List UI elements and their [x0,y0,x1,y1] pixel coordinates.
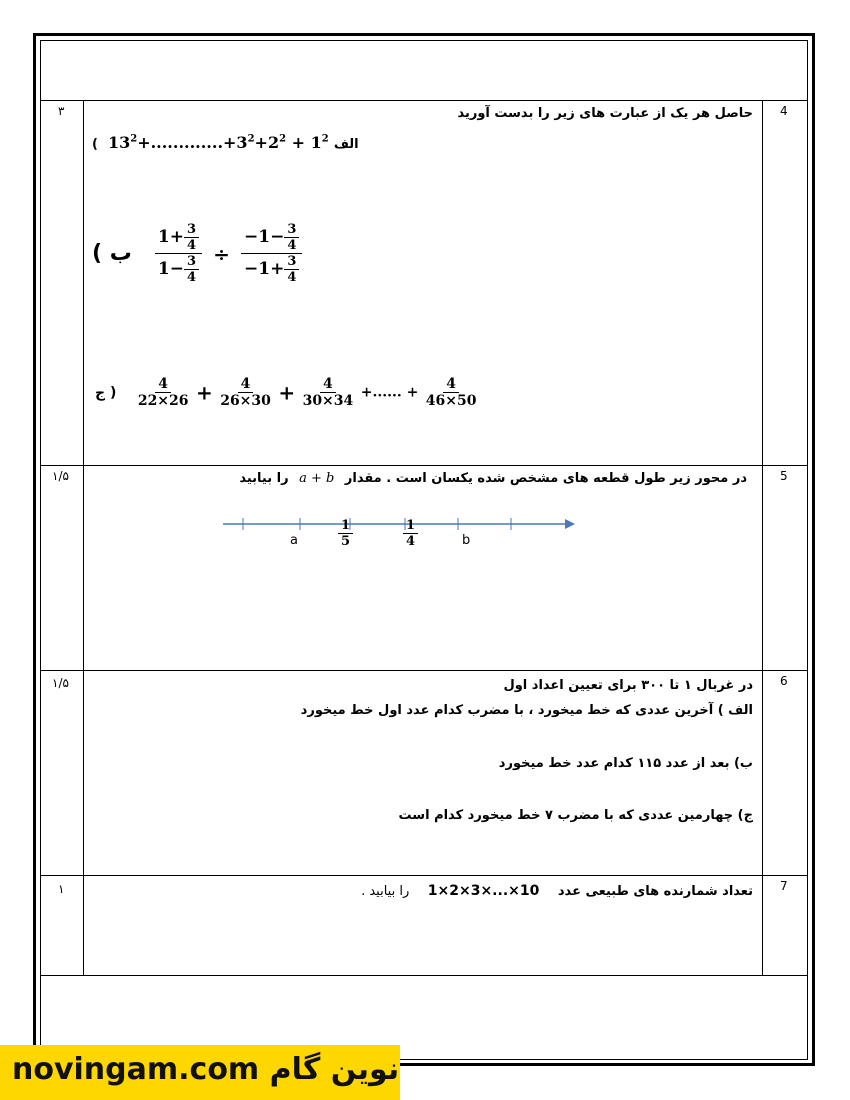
fraction: $\frac{4}{22\times 26}$ [137,376,189,409]
question-prompt: در غربال ۱ تا ۳۰۰ برای تعیین اعداد اول [503,678,753,693]
part-b-label: ( ب [92,241,132,266]
part-c [95,376,479,409]
arrow-head-icon [565,519,575,529]
point-b-label: b [462,533,471,548]
question-score: ۱ [58,882,65,896]
question-number: 7 [780,879,788,893]
question-prompt: حاصل هر یک از عبارت های زیر را بدست آورید [457,106,753,121]
part-b-text: ب) بعد از عدد ۱۱۵ کدام عدد خط میخورد [498,756,753,771]
prompt-text: در محور زیر طول قطعه های مشخص شده یکسان است . مقدار [344,471,747,486]
plus-sign: + [278,380,296,405]
part-a-text: الف ) آخرین عددی که خط میخورد ، با مضرب کدام عدد اول خط میخورد [300,703,753,718]
question-number: 5 [780,469,788,483]
question-score: ۳ [58,104,65,118]
factorial-expression: 1×2×3×...×10 [427,883,540,899]
row-divider [40,100,808,101]
fraction: $\frac{4}{46\times 50}$ [425,376,477,409]
inner-border [40,40,808,1060]
prompt-suffix: را بیابید [239,471,289,486]
question-number: 4 [780,104,788,118]
prompt-suffix: را بیابید . [361,884,410,899]
question-prompt [361,883,753,899]
sum-of-squares-expression: $1^2 + 2^2+3^2+.............+13^2$ [107,133,329,152]
row-divider [40,465,808,466]
part-c-label: ج ) [95,384,117,401]
site-logo[interactable]: novingam.com نوین گام [12,1052,400,1087]
point-a-label: a [290,533,298,548]
one-fifth-label: $\frac{1}{5}$ [338,518,353,549]
row-divider [40,670,808,671]
number-line [215,510,585,530]
row-divider [40,975,808,976]
question-prompt [239,471,747,486]
a-plus-b-expression: a + b [299,471,335,486]
part-c-text: ج) چهارمین عددی که با مضرب ۷ خط میخورد کدام است [398,808,753,823]
row-divider [40,875,808,876]
ellipsis-plus: +...... + [360,384,419,401]
part-a-label: (الف [92,137,359,152]
one-quarter-label: $\frac{1}{4}$ [403,518,418,549]
question-number: 6 [780,674,788,688]
prompt-text: تعداد شمارنده های طبیعی عدد [557,884,753,899]
complex-fraction-1: 1+ $\frac{3}{4}$ 1− $\frac{3}{4}$ [155,222,202,285]
complex-fraction-2: −1− $\frac{3}{4}$ −1+ $\frac{3}{4}$ [241,222,302,285]
divide-sign: ÷ [213,241,230,266]
fraction: $\frac{4}{26\times 30}$ [220,376,271,409]
score-column-divider [83,100,84,975]
question-score: ۱/۵ [52,676,69,690]
part-b [92,222,302,285]
part-a [92,133,359,152]
question-score: ۱/۵ [52,469,69,483]
number-column-divider [762,100,763,975]
plus-sign: + [195,380,213,405]
fraction: $\frac{4}{30\times 34}$ [302,376,354,409]
